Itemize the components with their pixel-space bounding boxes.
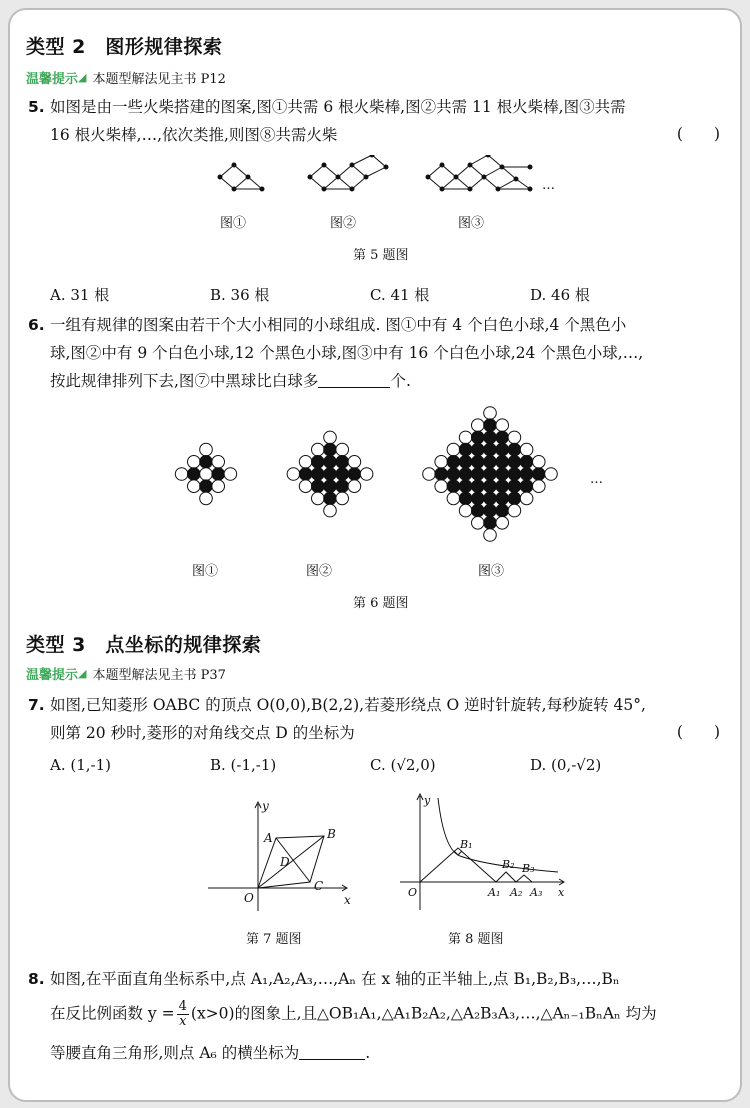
black-ball [472,443,485,456]
matchstick-figure-2 [308,155,388,191]
hint-text: 本题型解法见主书 P12 [92,72,226,87]
point-label-b1: B₁ [460,838,473,851]
white-ball [287,468,300,481]
black-ball [484,517,497,530]
white-ball [212,480,225,493]
white-ball [188,480,201,493]
black-ball [520,468,533,481]
white-ball [188,456,201,469]
black-ball [508,492,521,505]
white-ball [348,480,361,493]
q8-line2 [28,1000,722,1029]
fraction: $\frac{4}{x}$ [178,999,187,1029]
black-ball [496,468,509,481]
point-label-o: O [244,891,254,905]
black-ball [508,468,521,481]
black-ball [508,443,521,456]
question-text: (x>0)的图象上,且△OB₁A₁,△A₁B₂A₂,△A₂B₃A₃,…,△Aₙ₋₁BₙAₙ 均为 [190,1004,657,1023]
figure-label: 图① [192,564,219,579]
question-text: 一组有规律的图案由若干个大小相同的小球组成. 图①中有 4 个白色小球,4 个黑色小 [50,316,627,334]
point-label-a2: A₂ [510,886,523,899]
black-ball [496,456,509,469]
black-ball [336,480,349,493]
section-title: 类型 3 点坐标的规律探索 [26,634,262,656]
black-ball [520,456,533,469]
black-ball [496,480,509,493]
q6-line3 [28,368,722,394]
q6-line2 [28,340,722,366]
white-ball [336,443,349,456]
question-text: 16 根火柴棒,…,依次类推,则图⑧共需火柴 [50,126,338,144]
figure-caption: 第 8 题图 [448,932,504,947]
point-label-b3: B₃ [522,862,535,875]
white-ball [447,443,460,456]
option-d[interactable]: D. (0,-√2) [530,756,602,774]
hint-row [26,68,226,87]
white-ball [175,468,188,481]
white-ball [472,517,485,530]
black-ball [348,468,361,481]
point-label-b2: B₂ [502,858,515,871]
axis-label-x: x [558,886,565,899]
black-ball [447,468,460,481]
figure-label: 图② [306,564,333,579]
black-ball [435,468,448,481]
black-ball [472,480,485,493]
white-ball [324,504,337,517]
figure-label: 图③ [458,216,485,231]
white-ball [533,456,546,469]
white-ball [533,480,546,493]
black-ball [472,456,485,469]
black-ball [447,456,460,469]
point-label-a3: A₃ [530,886,543,899]
hint-text: 本题型解法见主书 P37 [92,668,226,683]
point-label-a: A [264,831,273,845]
question-text: 如图,已知菱形 OABC 的顶点 O(0,0),B(2,2),若菱形绕点 O 逆时针旋转,每秒旋转 45°, [50,696,646,714]
black-ball [472,468,485,481]
figure-caption: 第 6 题图 [353,596,409,611]
white-ball [459,504,472,517]
black-ball [459,480,472,493]
ball-figure-3 [423,407,558,542]
black-ball [299,468,312,481]
point-label-o: O [408,886,418,899]
black-ball [533,468,546,481]
matchstick-figure-3 [426,155,532,191]
black-ball [459,456,472,469]
white-ball [435,456,448,469]
white-ball [312,443,325,456]
black-ball [520,480,533,493]
axis-label-y: y [424,794,431,807]
black-ball [484,419,497,432]
rhombus-figure [206,796,356,914]
ball-figures [160,400,620,560]
white-ball [348,456,361,469]
white-ball [200,443,213,456]
black-ball [324,480,337,493]
black-ball [212,468,225,481]
matchstick-figures [200,155,560,217]
black-ball [312,468,325,481]
question-number: 7. [28,696,45,714]
white-ball [447,492,460,505]
answer-blank[interactable] [299,1043,365,1060]
black-ball [459,468,472,481]
point-label-b: B [327,827,336,841]
black-ball [484,480,497,493]
black-ball [336,456,349,469]
black-ball [484,431,497,444]
white-ball [336,492,349,505]
black-ball [484,468,497,481]
black-ball [324,468,337,481]
q8-line1 [28,966,722,992]
figure-label: 图③ [478,564,505,579]
option-c[interactable]: C. 41 根 [370,286,430,304]
white-ball [299,456,312,469]
black-ball [472,504,485,517]
figure-caption: 第 7 题图 [246,932,302,947]
option-c[interactable]: C. (√2,0) [370,756,436,774]
question-text: 如图,在平面直角坐标系中,点 A₁,A₂,A₃,…,Aₙ 在 x 轴的正半轴上,点 B₁,B₂,B₃,…,Bₙ [50,970,620,988]
black-ball [508,456,521,469]
point-label-d: D [280,855,290,869]
worksheet-card [8,8,742,1102]
question-text: 则第 20 秒时,菱形的对角线交点 D 的坐标为 [50,724,355,742]
black-ball [324,492,337,505]
q5-line2 [28,122,722,148]
white-ball [496,517,509,530]
black-ball [324,456,337,469]
white-ball [324,431,337,444]
q6-line1 [28,312,722,338]
option-b[interactable]: B. 36 根 [210,286,270,304]
white-ball [212,456,225,469]
ellipsis: … [542,178,555,193]
figure-label: 图② [330,216,357,231]
axis-label-x: x [344,893,351,907]
ball-figure-2 [287,431,373,517]
question-number: 5. [28,98,45,116]
matchstick-figure-1 [218,163,264,191]
white-ball [472,419,485,432]
question-text: 个. [390,372,411,390]
white-ball [496,419,509,432]
white-ball [423,468,436,481]
black-ball [336,468,349,481]
point-label-a1: A₁ [488,886,501,899]
ellipsis: … [590,472,603,487]
black-ball [484,504,497,517]
white-ball [299,480,312,493]
white-ball [435,480,448,493]
white-ball [459,431,472,444]
black-ball [496,504,509,517]
black-ball [188,468,201,481]
black-ball [472,492,485,505]
hyperbola-figure [398,790,568,914]
white-ball [312,492,325,505]
option-d[interactable]: D. 46 根 [530,286,590,304]
q7-line2 [28,720,722,746]
option-b[interactable]: B. (-1,-1) [210,756,277,774]
white-ball [200,468,213,481]
question-text: 在反比例函数 y = [50,1004,175,1023]
section-title: 类型 2 图形规律探索 [26,36,223,58]
black-ball [200,456,213,469]
black-ball [447,480,460,493]
figure-label: 图① [220,216,247,231]
hint-mark-icon: ◢ [78,667,87,680]
black-ball [496,443,509,456]
answer-paren: ( ) [676,125,720,143]
hint-label: 温馨提示 [26,72,79,87]
q8-line3 [28,1040,722,1066]
black-ball [496,492,509,505]
ball-figure-1 [175,443,236,504]
q5-line1 [28,94,722,120]
answer-paren: ( ) [676,723,720,741]
white-ball [484,407,497,420]
point-label-c: C [314,879,324,893]
white-ball [200,492,213,505]
question-text: 如图是由一些火柴搭建的图案,图①共需 6 根火柴棒,图②共需 11 根火柴棒,图③共需 [50,98,626,116]
black-ball [459,492,472,505]
black-ball [484,456,497,469]
answer-blank[interactable] [318,371,390,388]
black-ball [312,456,325,469]
white-ball [520,492,533,505]
question-text: 球,图②中有 9 个白色小球,12 个黑色小球,图③中有 16 个白色小球,24 个黑色小球,…, [50,344,644,362]
hint-row [26,664,226,683]
hint-mark-icon: ◢ [78,71,87,84]
q7-line1 [28,692,722,718]
question-number: 8. [28,970,45,988]
black-ball [484,492,497,505]
option-a[interactable]: A. 31 根 [50,286,110,304]
question-text: . [365,1044,371,1062]
white-ball [224,468,237,481]
white-ball [508,431,521,444]
black-ball [472,431,485,444]
white-ball [484,529,497,542]
white-ball [545,468,558,481]
white-ball [360,468,373,481]
figure-caption: 第 5 题图 [353,248,409,263]
black-ball [312,480,325,493]
white-ball [508,504,521,517]
black-ball [459,443,472,456]
hint-label: 温馨提示 [26,668,79,683]
black-ball [496,431,509,444]
white-ball [520,443,533,456]
question-text: 等腰直角三角形,则点 A₆ 的横坐标为 [50,1044,300,1062]
black-ball [508,480,521,493]
black-ball [484,443,497,456]
black-ball [324,443,337,456]
black-ball [200,480,213,493]
axis-label-y: y [262,799,269,813]
question-text: 按此规律排列下去,图⑦中黑球比白球多 [50,372,319,390]
question-number: 6. [28,316,45,334]
option-a[interactable]: A. (1,-1) [50,756,111,774]
